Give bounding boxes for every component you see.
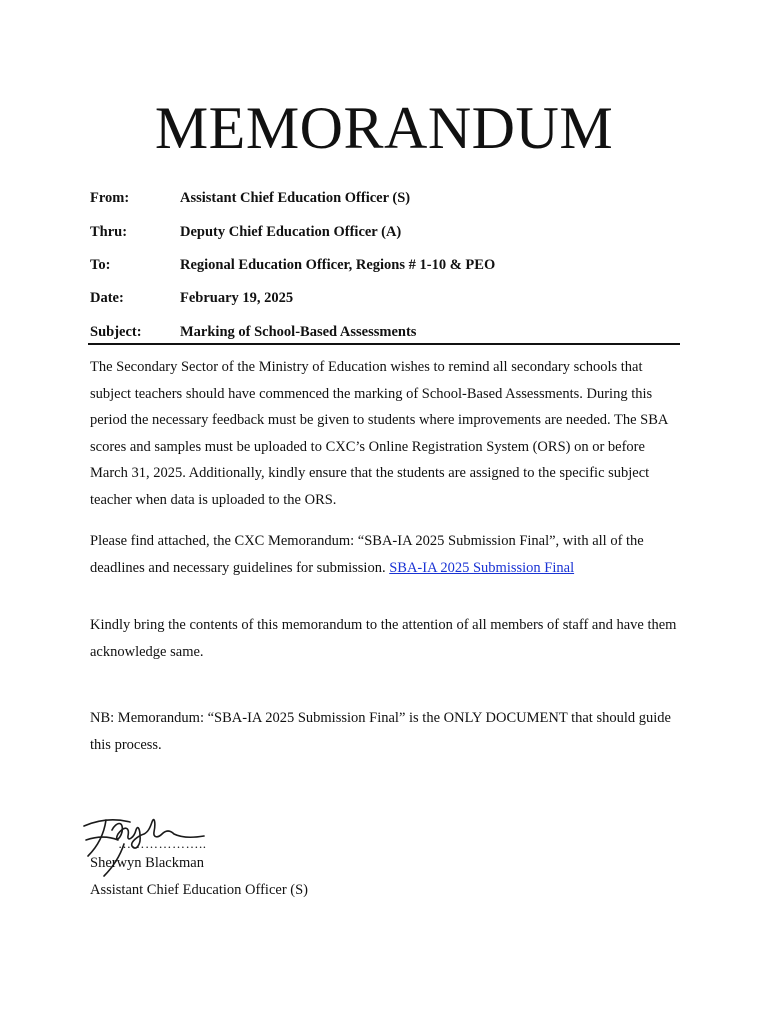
body-paragraph-3: Kindly bring the contents of this memorandum to the attention of all members of staff and have them acknowledge same. (90, 617, 677, 660)
signatory-position: Assistant Chief Education Officer (S) (90, 882, 308, 898)
signature-line: ……………….. (118, 836, 207, 851)
thru-label: Thru: (90, 224, 128, 240)
body-paragraph-1: The Secondary Sector of the Ministry of Education wishes to remind all secondary schools that subject teachers should have commenced the marking of School-Based Assessments. During this period the necessary feedback must be given to students where improvements are needed. The SBA scores and samples must be uploaded to CXC’s Online Registration System (ORS) on or before March 31, 2025. Additionally, kindly ensure that the students are assigned to the specific subject teacher when data is uploaded to the ORS. (90, 359, 668, 508)
to-label: To: (90, 257, 111, 273)
sba-submission-link[interactable]: SBA-IA 2025 Submission Final (389, 559, 575, 576)
signatory-name: Sherwyn Blackman (90, 855, 204, 871)
date-value: February 19, 2025 (180, 290, 294, 306)
header-divider (88, 343, 680, 345)
to-value: Regional Education Officer, Regions # 1-10 & PEO (180, 257, 496, 273)
memo-title: MEMORANDUM (154, 95, 614, 161)
subject-value: Marking of School-Based Assessments (180, 324, 417, 340)
from-label: From: (90, 190, 130, 206)
thru-value: Deputy Chief Education Officer (A) (180, 224, 402, 240)
body-paragraph-4: NB: Memorandum: “SBA-IA 2025 Submission Final” is the ONLY DOCUMENT that should guide this process. (90, 710, 671, 753)
from-value: Assistant Chief Education Officer (S) (180, 190, 411, 206)
date-label: Date: (90, 290, 124, 306)
body-paragraph-2 (90, 528, 680, 581)
paragraph-2-text: Please find attached, the CXC Memorandum: “SBA-IA 2025 Submission Final”, with all of the deadlines and necessary guidelines for submission. (90, 533, 644, 576)
subject-label: Subject: (90, 324, 142, 340)
